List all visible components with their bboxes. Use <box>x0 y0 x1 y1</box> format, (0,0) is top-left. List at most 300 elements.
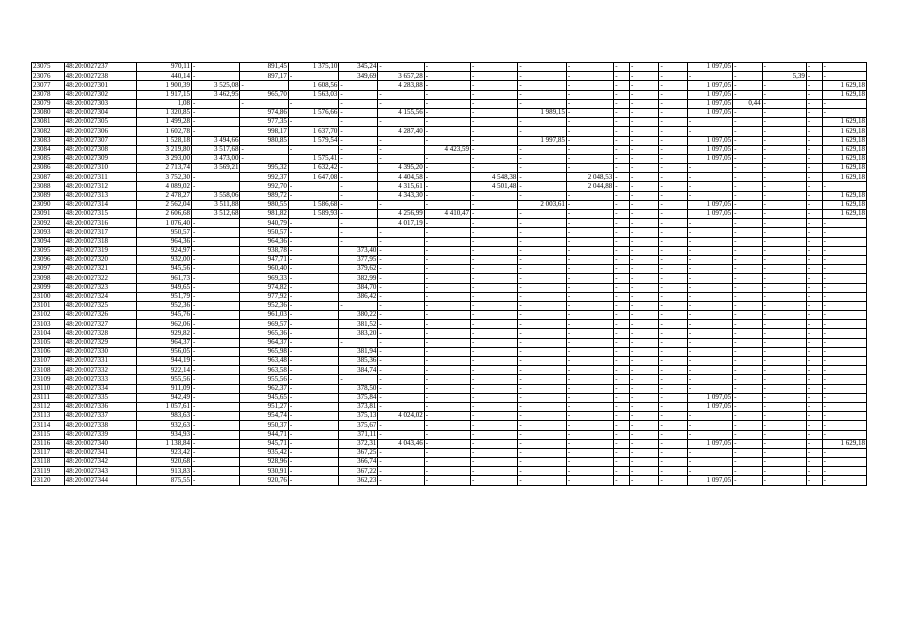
value-cell: - <box>806 467 822 476</box>
row-number-cell: 23114 <box>32 421 65 430</box>
value-cell: - <box>339 375 378 384</box>
value-cell: 1 637,70 <box>288 127 339 136</box>
value-cell: - <box>288 375 339 384</box>
value-cell: - <box>566 476 613 485</box>
cadastral-number-cell: 48:20:0027319 <box>64 246 137 255</box>
value-cell: 1 629,18 <box>822 136 866 145</box>
value-cell: - <box>822 357 866 366</box>
value-cell: - <box>762 421 806 430</box>
value-cell: 875,55 <box>137 476 192 485</box>
value-cell: - <box>733 108 762 117</box>
value-cell: 375,67 <box>339 421 378 430</box>
value-cell: - <box>733 246 762 255</box>
value-cell: 1 629,18 <box>822 90 866 99</box>
value-cell: - <box>424 467 470 476</box>
value-cell: - <box>288 338 339 347</box>
value-cell: - <box>659 265 687 274</box>
cadastral-number-cell: 48:20:0027330 <box>64 347 137 356</box>
table-row <box>32 173 867 182</box>
value-cell: - <box>762 366 806 375</box>
value-cell: - <box>471 81 518 90</box>
value-cell: - <box>659 246 687 255</box>
value-cell: - <box>518 430 566 439</box>
value-cell: 944,71 <box>240 430 288 439</box>
value-cell: - <box>822 366 866 375</box>
value-cell: 3 512,68 <box>192 210 240 219</box>
value-cell: - <box>806 476 822 485</box>
value-cell: - <box>733 347 762 356</box>
value-cell: - <box>471 412 518 421</box>
value-cell: 4 155,56 <box>378 108 424 117</box>
value-cell: - <box>822 338 866 347</box>
value-cell: 945,76 <box>137 311 192 320</box>
value-cell: - <box>659 412 687 421</box>
value-cell: - <box>566 246 613 255</box>
value-cell: - <box>762 467 806 476</box>
value-cell: - <box>687 219 732 228</box>
table-row <box>32 338 867 347</box>
value-cell: - <box>240 81 288 90</box>
value-cell: 992,70 <box>240 182 288 191</box>
value-cell: - <box>192 393 240 402</box>
value-cell: - <box>806 384 822 393</box>
value-cell: - <box>762 63 806 72</box>
value-cell: 1 629,18 <box>822 81 866 90</box>
value-cell: - <box>471 63 518 72</box>
value-cell: - <box>733 136 762 145</box>
value-cell: - <box>822 72 866 81</box>
value-cell: 1 586,68 <box>288 200 339 209</box>
value-cell: - <box>687 191 732 200</box>
value-cell: - <box>471 108 518 117</box>
value-cell: - <box>659 200 687 209</box>
value-cell: - <box>822 99 866 108</box>
value-cell: - <box>192 357 240 366</box>
value-cell: - <box>733 283 762 292</box>
value-cell: 924,97 <box>137 246 192 255</box>
value-cell: - <box>471 467 518 476</box>
value-cell: - <box>424 237 470 246</box>
value-cell: - <box>659 145 687 154</box>
table-row <box>32 347 867 356</box>
cadastral-number-cell: 48:20:0027332 <box>64 366 137 375</box>
value-cell: - <box>806 118 822 127</box>
value-cell: - <box>339 301 378 310</box>
value-cell: 3 517,68 <box>192 145 240 154</box>
value-cell: 950,57 <box>137 228 192 237</box>
value-cell: - <box>471 292 518 301</box>
value-cell: 373,81 <box>339 402 378 411</box>
value-cell: - <box>659 329 687 338</box>
value-cell: 1 579,54 <box>288 136 339 145</box>
value-cell: - <box>566 439 613 448</box>
value-cell: - <box>288 265 339 274</box>
value-cell: 3 473,00 <box>192 154 240 163</box>
value-cell: - <box>471 430 518 439</box>
value-cell: - <box>566 347 613 356</box>
value-cell: - <box>518 384 566 393</box>
value-cell: - <box>378 246 424 255</box>
value-cell: 944,19 <box>137 357 192 366</box>
value-cell: - <box>762 375 806 384</box>
value-cell: - <box>762 320 806 329</box>
value-cell: 378,50 <box>339 384 378 393</box>
value-cell: - <box>614 265 630 274</box>
value-cell: 1 900,39 <box>137 81 192 90</box>
value-cell: - <box>566 72 613 81</box>
value-cell: - <box>471 246 518 255</box>
value-cell: - <box>762 329 806 338</box>
value-cell: - <box>733 467 762 476</box>
value-cell: - <box>614 393 630 402</box>
value-cell: - <box>518 393 566 402</box>
value-cell: - <box>659 274 687 283</box>
value-cell: - <box>378 274 424 283</box>
row-number-cell: 23078 <box>32 90 65 99</box>
value-cell: 945,56 <box>137 265 192 274</box>
value-cell: - <box>192 283 240 292</box>
value-cell: 1 375,10 <box>288 63 339 72</box>
row-number-cell: 23117 <box>32 448 65 457</box>
value-cell: - <box>471 118 518 127</box>
value-cell: - <box>614 430 630 439</box>
value-cell: 920,76 <box>240 476 288 485</box>
value-cell: - <box>733 375 762 384</box>
value-cell: - <box>687 292 732 301</box>
value-cell: 960,40 <box>240 265 288 274</box>
value-cell: - <box>806 72 822 81</box>
value-cell: - <box>424 402 470 411</box>
value-cell: 1 629,18 <box>822 118 866 127</box>
value-cell: - <box>378 136 424 145</box>
row-number-cell: 23110 <box>32 384 65 393</box>
value-cell: 367,22 <box>339 467 378 476</box>
value-cell: - <box>614 191 630 200</box>
value-cell: - <box>762 448 806 457</box>
value-cell: - <box>566 237 613 246</box>
value-cell: - <box>339 164 378 173</box>
table-row <box>32 154 867 163</box>
row-number-cell: 23105 <box>32 338 65 347</box>
value-cell: - <box>424 228 470 237</box>
value-cell: - <box>733 366 762 375</box>
value-cell: - <box>659 320 687 329</box>
table-row <box>32 366 867 375</box>
row-number-cell: 23096 <box>32 255 65 264</box>
table-row <box>32 99 867 108</box>
value-cell: - <box>471 154 518 163</box>
table-row <box>32 384 867 393</box>
value-cell: 1 097,05 <box>687 81 732 90</box>
value-cell: - <box>378 375 424 384</box>
row-number-cell: 23081 <box>32 118 65 127</box>
row-number-cell: 23092 <box>32 219 65 228</box>
cadastral-number-cell: 48:20:0027324 <box>64 292 137 301</box>
table-row <box>32 108 867 117</box>
value-cell: - <box>518 338 566 347</box>
value-cell: - <box>192 255 240 264</box>
value-cell: - <box>733 63 762 72</box>
value-cell: - <box>288 292 339 301</box>
value-cell: - <box>614 99 630 108</box>
value-cell: 1 589,93 <box>288 210 339 219</box>
value-cell: - <box>762 246 806 255</box>
value-cell: - <box>566 90 613 99</box>
value-cell: - <box>822 283 866 292</box>
value-cell: - <box>733 219 762 228</box>
value-cell: 951,27 <box>240 402 288 411</box>
value-cell: - <box>762 255 806 264</box>
value-cell: - <box>806 191 822 200</box>
value-cell: - <box>629 274 658 283</box>
value-cell: - <box>288 458 339 467</box>
value-cell: - <box>629 476 658 485</box>
value-cell: - <box>822 412 866 421</box>
value-cell: - <box>614 81 630 90</box>
value-cell: - <box>629 173 658 182</box>
value-cell: - <box>192 63 240 72</box>
value-cell: - <box>378 402 424 411</box>
value-cell: 977,92 <box>240 292 288 301</box>
value-cell: - <box>687 255 732 264</box>
value-cell: - <box>659 393 687 402</box>
value-cell: - <box>806 393 822 402</box>
value-cell: - <box>762 265 806 274</box>
value-cell: - <box>424 366 470 375</box>
table-row <box>32 145 867 154</box>
value-cell: - <box>614 292 630 301</box>
value-cell: - <box>518 191 566 200</box>
value-cell: - <box>378 421 424 430</box>
value-cell: 1 632,42 <box>288 164 339 173</box>
value-cell: - <box>659 292 687 301</box>
value-cell: - <box>566 311 613 320</box>
value-cell: 932,00 <box>137 255 192 264</box>
value-cell: - <box>733 237 762 246</box>
value-cell: 947,71 <box>240 255 288 264</box>
value-cell: - <box>629 301 658 310</box>
value-cell: - <box>762 136 806 145</box>
value-cell: - <box>762 108 806 117</box>
value-cell: - <box>806 136 822 145</box>
value-cell: - <box>424 338 470 347</box>
value-cell: - <box>733 228 762 237</box>
value-cell: - <box>806 448 822 457</box>
value-cell: - <box>659 439 687 448</box>
value-cell: - <box>566 384 613 393</box>
value-cell: - <box>733 329 762 338</box>
value-cell: - <box>518 164 566 173</box>
value-cell: - <box>629 72 658 81</box>
value-cell: 964,37 <box>240 338 288 347</box>
value-cell: - <box>629 292 658 301</box>
value-cell: - <box>629 402 658 411</box>
value-cell: - <box>687 320 732 329</box>
row-number-cell: 23099 <box>32 283 65 292</box>
row-number-cell: 23119 <box>32 467 65 476</box>
value-cell: - <box>733 421 762 430</box>
value-cell: - <box>629 200 658 209</box>
value-cell: - <box>471 191 518 200</box>
value-cell: - <box>614 200 630 209</box>
value-cell: - <box>424 320 470 329</box>
value-cell: 977,35 <box>240 118 288 127</box>
value-cell: 955,56 <box>137 375 192 384</box>
value-cell: 3 657,28 <box>378 72 424 81</box>
value-cell: - <box>339 237 378 246</box>
value-cell: - <box>378 265 424 274</box>
cadastral-number-cell: 48:20:0027302 <box>64 90 137 99</box>
table-row <box>32 219 867 228</box>
value-cell: 932,63 <box>137 421 192 430</box>
value-cell: - <box>471 458 518 467</box>
value-cell: - <box>566 366 613 375</box>
value-cell: - <box>288 219 339 228</box>
value-cell: - <box>424 375 470 384</box>
value-cell: 1 629,18 <box>822 173 866 182</box>
value-cell: - <box>733 173 762 182</box>
value-cell: - <box>614 329 630 338</box>
value-cell: - <box>687 338 732 347</box>
value-cell: - <box>822 265 866 274</box>
value-cell: 989,72 <box>240 191 288 200</box>
value-cell: - <box>614 458 630 467</box>
value-cell: - <box>566 154 613 163</box>
cadastral-number-cell: 48:20:0027339 <box>64 430 137 439</box>
value-cell: - <box>629 182 658 191</box>
value-cell: - <box>762 384 806 393</box>
value-cell: - <box>614 448 630 457</box>
value-cell: - <box>733 145 762 154</box>
value-cell: - <box>614 228 630 237</box>
value-cell: - <box>614 164 630 173</box>
value-cell: - <box>733 402 762 411</box>
value-cell: 1 097,05 <box>687 99 732 108</box>
value-cell: - <box>659 191 687 200</box>
value-cell: - <box>762 191 806 200</box>
value-cell: - <box>687 265 732 274</box>
value-cell: - <box>629 265 658 274</box>
value-cell: - <box>822 458 866 467</box>
value-cell: - <box>806 210 822 219</box>
value-cell: - <box>566 191 613 200</box>
value-cell: - <box>424 108 470 117</box>
value-cell: - <box>566 357 613 366</box>
value-cell: 2 562,04 <box>137 200 192 209</box>
value-cell: - <box>518 237 566 246</box>
value-cell: - <box>687 375 732 384</box>
value-cell: - <box>659 228 687 237</box>
value-cell: - <box>566 375 613 384</box>
row-number-cell: 23084 <box>32 145 65 154</box>
value-cell: - <box>378 301 424 310</box>
value-cell: - <box>822 311 866 320</box>
value-cell: 2 003,61 <box>518 200 566 209</box>
value-cell: - <box>762 283 806 292</box>
value-cell: - <box>733 164 762 173</box>
value-cell: - <box>378 357 424 366</box>
value-cell: - <box>378 476 424 485</box>
value-cell: - <box>614 320 630 329</box>
value-cell: - <box>659 182 687 191</box>
value-cell: - <box>471 375 518 384</box>
value-cell: - <box>378 393 424 402</box>
value-cell: - <box>762 357 806 366</box>
value-cell: 950,57 <box>240 228 288 237</box>
table-row <box>32 164 867 173</box>
value-cell: 5,39 <box>762 72 806 81</box>
cadastral-number-cell: 48:20:0027325 <box>64 301 137 310</box>
value-cell: - <box>659 164 687 173</box>
value-cell: - <box>518 210 566 219</box>
value-cell: 1 629,18 <box>822 145 866 154</box>
cadastral-number-cell: 48:20:0027238 <box>64 72 137 81</box>
value-cell: 3 219,80 <box>137 145 192 154</box>
value-cell: - <box>822 347 866 356</box>
value-cell: - <box>192 108 240 117</box>
value-cell: - <box>566 118 613 127</box>
value-cell: - <box>339 191 378 200</box>
value-cell: - <box>614 145 630 154</box>
value-cell: - <box>424 476 470 485</box>
value-cell: 1 629,18 <box>822 154 866 163</box>
value-cell: 897,17 <box>240 72 288 81</box>
value-cell: - <box>687 118 732 127</box>
value-cell: - <box>806 329 822 338</box>
table-row <box>32 430 867 439</box>
value-cell: - <box>659 467 687 476</box>
value-cell: - <box>288 421 339 430</box>
cadastral-number-cell: 48:20:0027338 <box>64 421 137 430</box>
value-cell: - <box>424 72 470 81</box>
value-cell: 980,85 <box>240 136 288 145</box>
row-number-cell: 23090 <box>32 200 65 209</box>
value-cell: - <box>566 63 613 72</box>
value-cell: - <box>471 329 518 338</box>
value-cell: - <box>518 476 566 485</box>
value-cell: - <box>518 154 566 163</box>
value-cell: - <box>518 421 566 430</box>
value-cell: - <box>762 154 806 163</box>
value-cell: - <box>733 274 762 283</box>
cadastral-number-cell: 48:20:0027343 <box>64 467 137 476</box>
value-cell: - <box>378 329 424 338</box>
value-cell: - <box>659 458 687 467</box>
value-cell: - <box>518 173 566 182</box>
value-cell: - <box>822 182 866 191</box>
value-cell: - <box>614 72 630 81</box>
table-row <box>32 421 867 430</box>
value-cell: - <box>687 448 732 457</box>
table-row <box>32 274 867 283</box>
value-cell: - <box>629 90 658 99</box>
value-cell: - <box>806 338 822 347</box>
value-cell: 923,42 <box>137 448 192 457</box>
table-row <box>32 311 867 320</box>
value-cell: - <box>518 118 566 127</box>
value-cell: - <box>288 182 339 191</box>
value-cell: 1 989,15 <box>518 108 566 117</box>
value-cell: - <box>629 63 658 72</box>
value-cell: - <box>288 467 339 476</box>
value-cell: - <box>822 108 866 117</box>
row-number-cell: 23106 <box>32 347 65 356</box>
row-number-cell: 23116 <box>32 439 65 448</box>
value-cell: 3 494,66 <box>192 136 240 145</box>
value-cell: - <box>629 237 658 246</box>
value-cell: 349,69 <box>339 72 378 81</box>
value-cell: - <box>566 430 613 439</box>
